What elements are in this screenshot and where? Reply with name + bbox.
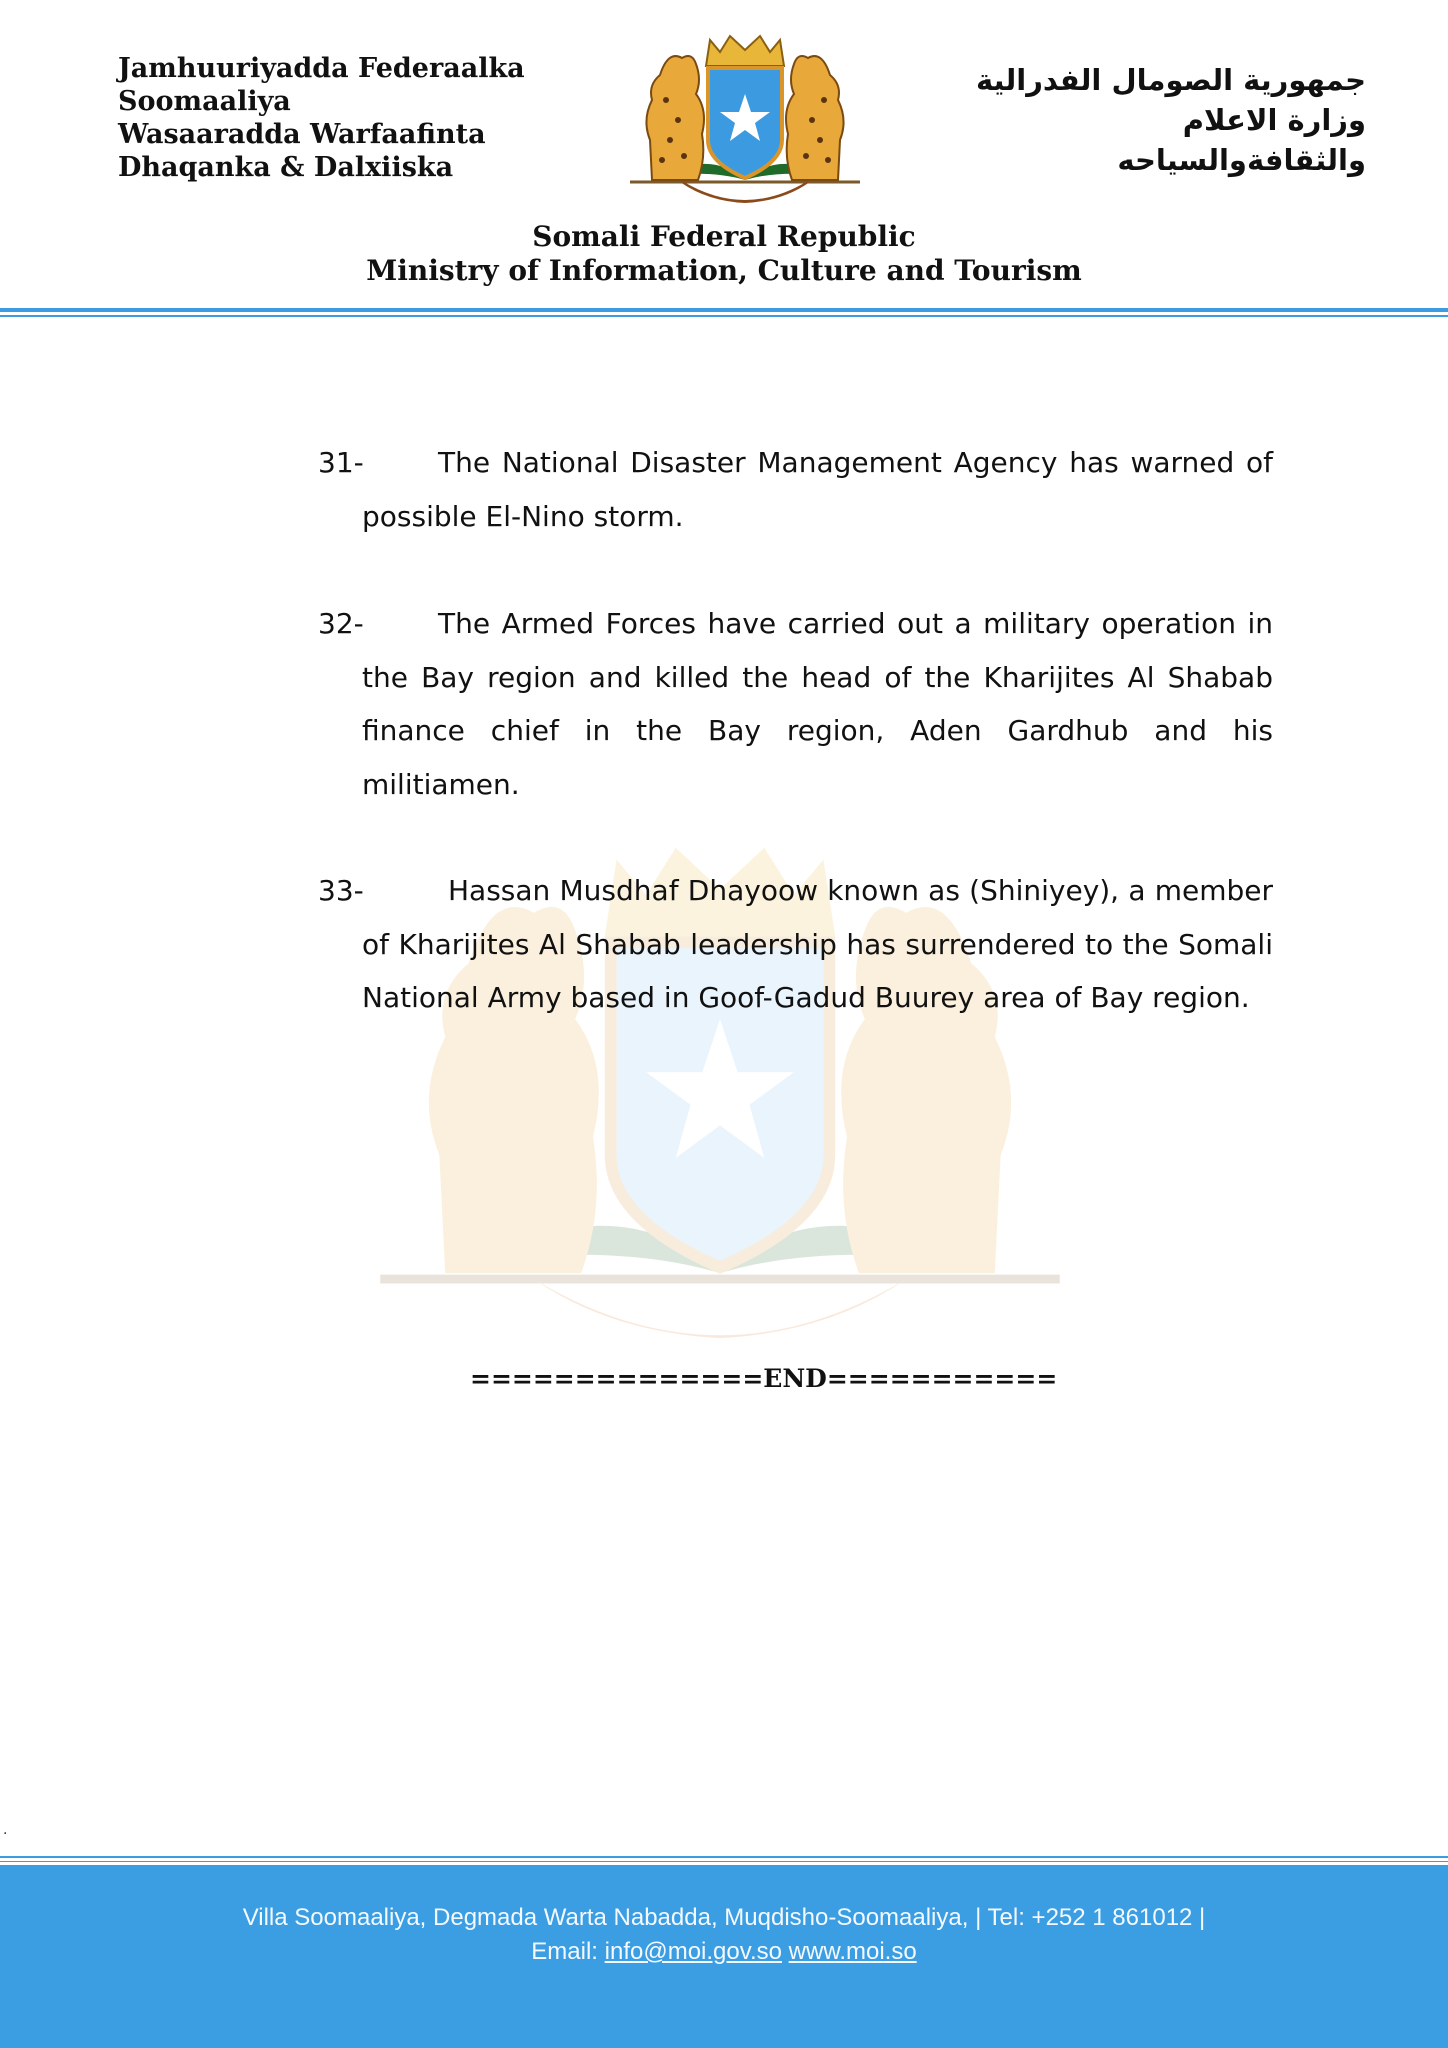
footer-website-link[interactable]: www.moi.so (788, 1938, 917, 1965)
footer-address: Villa Soomaaliya, Degmada Warta Nabadda, Muqdisho-Soomaaliya, | Tel: +252 1 861012 | (242, 1904, 1206, 1931)
letterhead-title-block (0, 220, 1448, 288)
footer-divider (0, 1856, 1448, 1858)
news-item (318, 864, 1273, 1025)
item-number: 33- (318, 874, 364, 907)
footer-divider-thin (0, 1861, 1448, 1862)
item-number: 31- (318, 446, 364, 479)
item-text: Hassan Musdhaf Dhayoow known as (Shiniyey), a member of Kharijites Al Shabab leadership has surrendered to the Somali National Army based in Goof-Gadud Buurey area of Bay region. (362, 874, 1273, 1014)
footer-email-label: Email: (531, 1938, 598, 1965)
item-text: The National Disaster Management Agency has warned of possible El-Nino storm. (362, 446, 1273, 533)
letterhead-subtitle: Ministry of Information, Culture and Tourism (366, 254, 1082, 287)
header-left-line: Jamhuuriyadda Federaalka (118, 53, 525, 84)
header-left-line: Dhaqanka & Dalxiiska (118, 152, 454, 183)
footer-email-link[interactable]: info@moi.gov.so (604, 1938, 782, 1965)
news-item (318, 436, 1273, 543)
header-left-line: Wasaaradda Warfaafinta (118, 119, 486, 150)
letterhead-title: Somali Federal Republic (532, 220, 916, 253)
end-marker: ==============END=========== (470, 1364, 1058, 1393)
footer (0, 1865, 1448, 2048)
header-right-line: وزارة الاعلام (1182, 103, 1366, 137)
item-text: The Armed Forces have carried out a military operation in the Bay region and killed the head of the Kharijites Al Shabab finance chief in the Bay region, Aden Gardhub and his militiamen. (362, 607, 1273, 801)
news-item (318, 597, 1273, 811)
header-left-line: Soomaaliya (118, 86, 291, 117)
header-arabic-name (846, 60, 1366, 180)
header-right-line: جمهورية الصومال الفدرالية (975, 63, 1366, 97)
header-right-line: والثقافةوالسياحه (1117, 143, 1366, 177)
header-somali-name (118, 52, 638, 184)
header-divider (0, 308, 1448, 312)
footer-contact (0, 1937, 1448, 1967)
item-number: 32- (318, 607, 364, 640)
somalia-coat-of-arms-icon (622, 30, 868, 206)
stray-mark: . (3, 1822, 8, 1838)
header-divider-thin (0, 315, 1448, 317)
